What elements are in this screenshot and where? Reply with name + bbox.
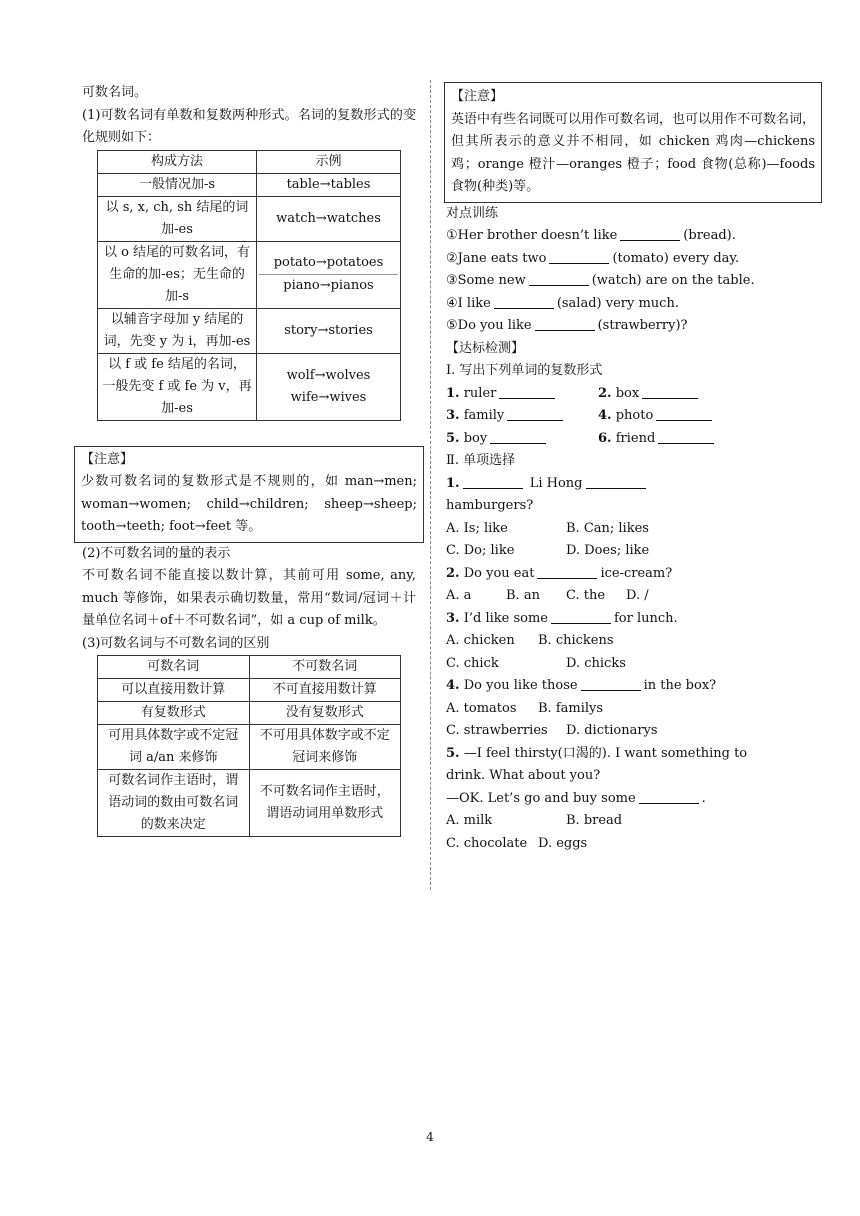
option[interactable]: B. familys: [538, 700, 604, 716]
table-cell: 没有复数形式: [249, 702, 401, 725]
example-text: wolf→wolves: [286, 367, 371, 383]
option[interactable]: A. tomatos: [446, 700, 517, 716]
answer-blank[interactable]: [535, 316, 595, 331]
option[interactable]: D. chicks: [566, 655, 626, 671]
options-row: [446, 540, 782, 563]
example-text: piano→pianos: [283, 278, 374, 293]
question-stem: 5. —I feel thirsty(口渴的). I want something to drink. What about you?: [446, 745, 748, 783]
option[interactable]: D. Does; like: [566, 543, 650, 558]
table-cell: 可用具体数字或不定冠词 a/an 来修饰: [98, 725, 250, 770]
rule3-title: (3)可数名词与不可数名词的区别: [82, 635, 270, 651]
column-divider: [430, 80, 431, 890]
noun-difference-table: [97, 655, 401, 837]
table-cell: 不可直接用数计算: [249, 679, 401, 702]
options-row: [446, 833, 782, 856]
answer-blank[interactable]: [529, 271, 589, 286]
answer-blank[interactable]: [642, 384, 698, 399]
practice-item: ⑤Do you like (strawberry)?: [446, 318, 688, 333]
practice-item: ④I like (salad) very much.: [446, 295, 679, 311]
options-row: [446, 810, 782, 833]
table-row: [98, 241, 401, 308]
test-title: 【达标检测】: [446, 340, 525, 356]
question-stem: 1. Li Hong: [446, 473, 782, 496]
word-item: 4. photo: [598, 405, 750, 428]
word-item: 5. boy: [446, 428, 598, 451]
rule1-text: (1)可数名词有单数和复数两种形式。名词的复数形式的变化规则如下：: [82, 107, 416, 145]
rule2-title: (2)不可数名词的量的表示: [82, 545, 231, 561]
option[interactable]: A. Is; like: [446, 520, 508, 536]
answer-blank[interactable]: [490, 429, 546, 444]
options-row: [446, 653, 782, 676]
table-row: [98, 770, 401, 837]
rule-example-cell: [257, 241, 401, 308]
table-header-cell: 可数名词: [98, 656, 250, 679]
practice-item: ①Her brother doesn’t like (bread).: [446, 228, 736, 243]
question-stem: 3. I’d like some for lunch.: [446, 610, 678, 626]
table-header-row: [98, 656, 401, 679]
option[interactable]: C. chocolate: [446, 835, 528, 851]
answer-blank[interactable]: [507, 406, 563, 421]
options-row: [446, 698, 782, 721]
rule-example-cell: [257, 196, 401, 241]
answer-blank[interactable]: [551, 609, 611, 624]
option[interactable]: B. an: [506, 588, 540, 603]
word-item: 3. family: [446, 405, 598, 428]
rule-example-cell: [257, 308, 401, 353]
option[interactable]: D. eggs: [538, 835, 588, 851]
note-box-irregular: [74, 446, 424, 543]
table-cell: 不可用具体数字或不定冠词来修饰: [249, 725, 401, 770]
question-stem-continued: hamburgers?: [446, 498, 534, 513]
question-stem: 4. Do you like those in the box?: [446, 678, 717, 693]
question-stem: 2. Do you eat ice-cream?: [446, 565, 673, 581]
rule-method-cell: 以 o 结尾的可数名词，有生命的加-es；无生命的加-s: [98, 241, 257, 308]
practice-item: ②Jane eats two (tomato) every day.: [446, 250, 740, 266]
practice-item: ③Some new (watch) are on the table.: [446, 273, 755, 288]
page-number: 4: [426, 1130, 434, 1144]
word-row: [446, 383, 782, 406]
table-row: [98, 725, 401, 770]
table-row: [98, 702, 401, 725]
options-row: [446, 585, 782, 608]
table-row: [98, 679, 401, 702]
section2-title: Ⅱ. 单项选择: [446, 453, 516, 468]
question-stem-continued: —OK. Let’s go and buy some .: [446, 790, 706, 806]
example-text: story→stories: [284, 322, 373, 338]
word-row: [446, 405, 782, 428]
answer-blank[interactable]: [658, 429, 714, 444]
example-text: potato→potatoes: [259, 252, 398, 275]
option[interactable]: B. Can; likes: [566, 520, 649, 536]
word-item: 1. ruler: [446, 383, 598, 406]
option[interactable]: A. a: [446, 588, 472, 603]
option[interactable]: C. strawberries: [446, 723, 548, 738]
intro-text: 可数名词。: [82, 85, 148, 100]
table-row: [98, 196, 401, 241]
table-header-cell: 不可数名词: [249, 656, 401, 679]
table-cell: 可以直接用数计算: [98, 679, 250, 702]
answer-blank[interactable]: [549, 249, 609, 264]
answer-blank[interactable]: [639, 789, 699, 804]
answer-blank[interactable]: [581, 676, 641, 691]
plural-rules-table: [97, 150, 401, 421]
option[interactable]: C. chick: [446, 655, 499, 671]
table-row: [98, 308, 401, 353]
rule-method-cell: 以 f 或 fe 结尾的名词，一般先变 f 或 fe 为 v，再加-es: [98, 353, 257, 420]
word-row: [446, 428, 782, 451]
option[interactable]: B. chickens: [538, 633, 614, 648]
answer-blank[interactable]: [537, 564, 597, 579]
table-row: [98, 173, 401, 196]
rule-method-cell: 以辅音字母加 y 结尾的词，先变 y 为 i，再加-es: [98, 308, 257, 353]
note-box-dual-nouns: [444, 82, 822, 203]
option[interactable]: D. /: [626, 588, 649, 603]
table-header-cell: 示例: [257, 150, 401, 173]
option[interactable]: B. bread: [566, 813, 623, 828]
answer-blank[interactable]: [494, 294, 554, 309]
note-text: 少数可数名词的复数形式是不规则的，如 man→men; woman→women; child→children; sheep→sheep; tooth→teeth; foot→feet 等。: [81, 474, 417, 534]
options-row: [446, 720, 782, 743]
options-row: [446, 630, 782, 653]
rule-example-cell: [257, 173, 401, 196]
option[interactable]: C. Do; like: [446, 543, 515, 558]
word-item: 6. friend: [598, 428, 750, 451]
rule-method-cell: 一般情况加-s: [98, 173, 257, 196]
option[interactable]: A. milk: [446, 813, 493, 828]
rule2-text: 不可数名词不能直接以数计算，其前可用 some, any, much 等修饰，如果表示确切数量，常用“数词/冠词＋计量单位名词＋of＋不可数名词”，如 a cup of milk。: [82, 568, 416, 628]
option[interactable]: A. chicken: [446, 633, 515, 648]
answer-blank[interactable]: [463, 474, 523, 489]
option[interactable]: D. dictionarys: [566, 723, 658, 738]
word-item: 2. box: [598, 383, 750, 406]
table-cell: 有复数形式: [98, 702, 250, 725]
answer-blank[interactable]: [656, 406, 712, 421]
left-column: [82, 82, 416, 837]
example-text: table→tables: [286, 176, 371, 192]
note-title: 【注意】: [81, 451, 134, 467]
table-header-cell: 构成方法: [98, 150, 257, 173]
example-text: watch→watches: [276, 210, 381, 226]
section1-title: Ⅰ. 写出下列单词的复数形式: [446, 363, 603, 378]
table-cell: 可数名词作主语时，谓语动词的数由可数名词的数来决定: [98, 770, 250, 837]
practice-title: 对点训练: [446, 205, 499, 221]
rule-method-cell: 以 s, x, ch, sh 结尾的词加-es: [98, 196, 257, 241]
option[interactable]: C. the: [566, 588, 606, 603]
table-header-row: [98, 150, 401, 173]
table-cell: 不可数名词作主语时，谓语动词用单数形式: [249, 770, 401, 837]
options-row: [446, 518, 782, 541]
table-row: [98, 353, 401, 420]
answer-blank[interactable]: [620, 226, 680, 241]
answer-blank[interactable]: [499, 384, 555, 399]
note-title: 【注意】: [451, 89, 504, 104]
right-column: [446, 82, 816, 855]
example-text: wife→wives: [290, 389, 367, 405]
note-text: 英语中有些名词既可以用作可数名词，也可以用作不可数名词，但其所表示的意义并不相同，如 chicken 鸡肉—chickens 鸡；orange 橙汁—oranges 橙子；food 食物(总称)—foods 食物(种类)等。: [451, 111, 816, 194]
answer-blank[interactable]: [586, 474, 646, 489]
rule-example-cell: [257, 353, 401, 420]
